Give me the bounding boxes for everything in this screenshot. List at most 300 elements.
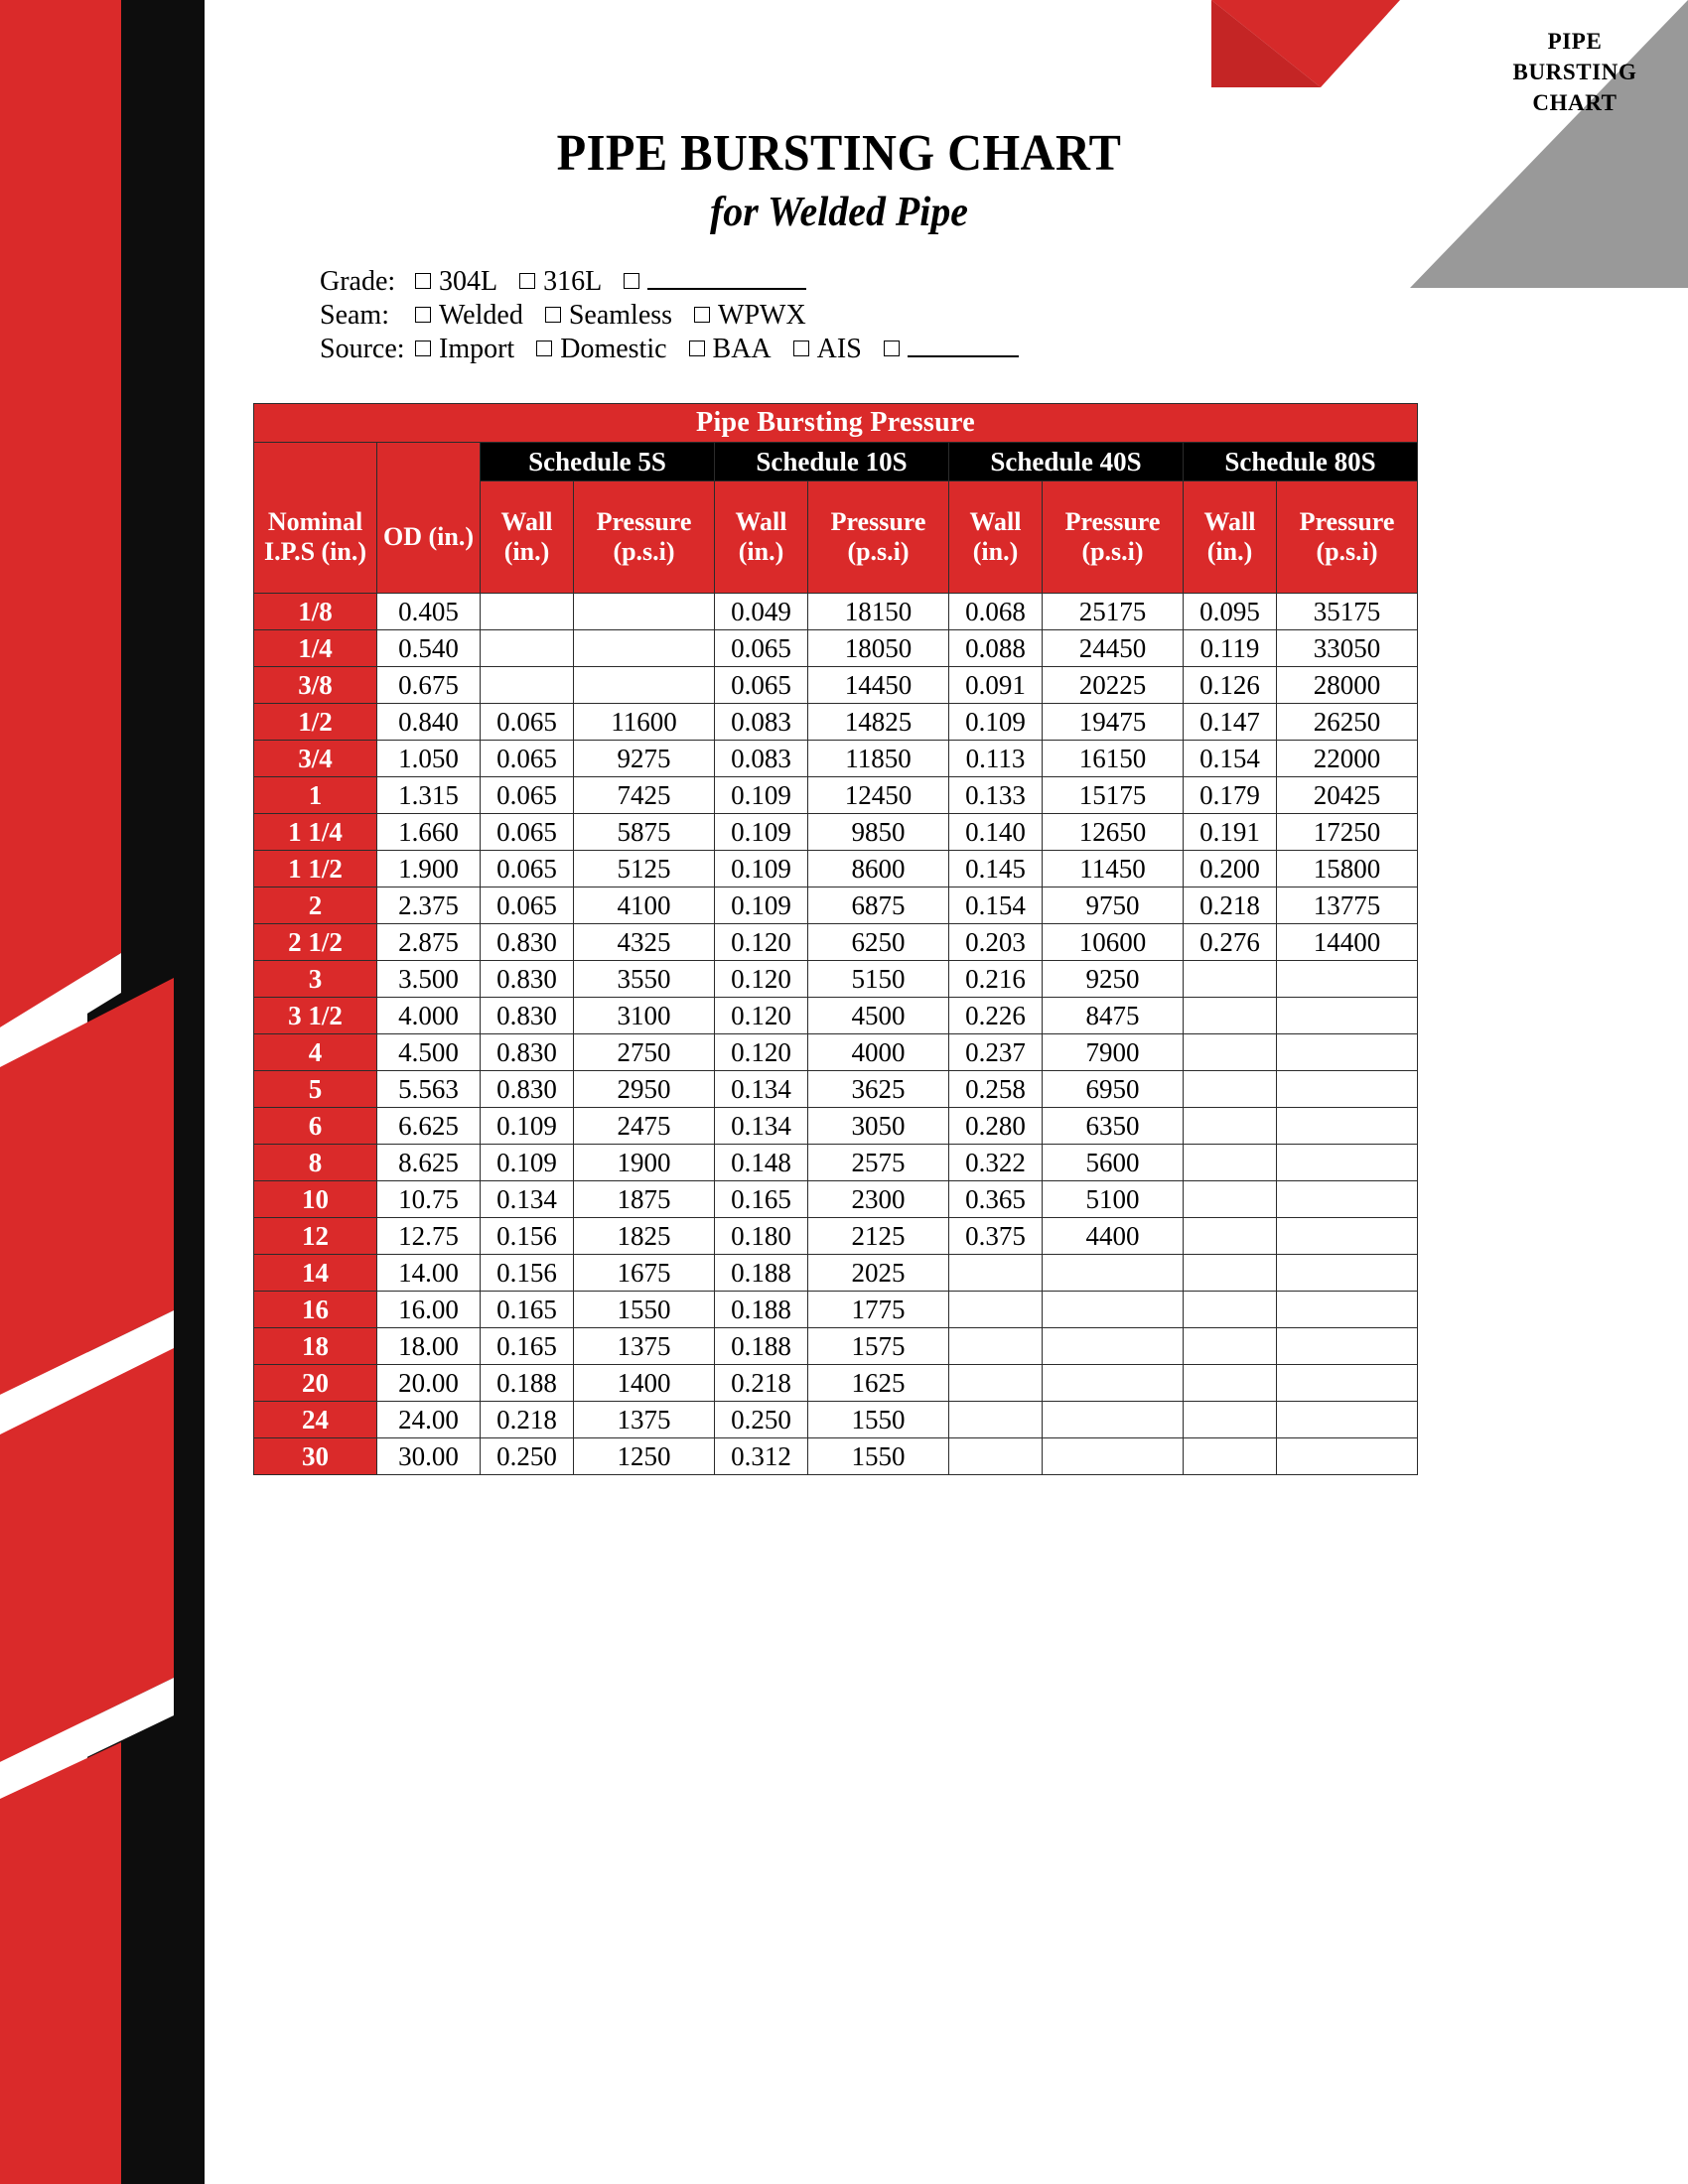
cell-value: 14.00 xyxy=(377,1255,481,1292)
source-option-domestic-label: Domestic xyxy=(560,334,667,364)
cell-value: 0.065 xyxy=(481,851,574,887)
cell-value: 0.148 xyxy=(715,1145,808,1181)
cell-value: 0.145 xyxy=(949,851,1043,887)
cell-value: 0.540 xyxy=(377,630,481,667)
table-row xyxy=(254,1034,1418,1071)
cell-value: 0.083 xyxy=(715,704,808,741)
cell-value: 0.140 xyxy=(949,814,1043,851)
table-row xyxy=(254,1108,1418,1145)
cell-nominal-size: 4 xyxy=(254,1034,377,1071)
cell-value xyxy=(1277,1034,1418,1071)
column-header-pressure-5s-line1: Pressure xyxy=(596,507,692,536)
cell-value: 2.875 xyxy=(377,924,481,961)
seam-option-wpwx-label: WPWX xyxy=(718,300,806,331)
cell-value xyxy=(1184,1071,1277,1108)
cell-value: 2950 xyxy=(574,1071,715,1108)
cell-value: 11600 xyxy=(574,704,715,741)
cell-value xyxy=(1277,1402,1418,1438)
cell-value: 5875 xyxy=(574,814,715,851)
column-header-pressure-80s-line2: (p.s.i) xyxy=(1316,537,1378,566)
cell-value: 0.120 xyxy=(715,998,808,1034)
column-header-pressure-40s xyxy=(1043,481,1184,594)
checkbox-icon[interactable] xyxy=(415,273,431,289)
cell-value: 7900 xyxy=(1043,1034,1184,1071)
cell-value: 0.280 xyxy=(949,1108,1043,1145)
checkbox-icon[interactable] xyxy=(415,341,431,356)
cell-value xyxy=(1277,961,1418,998)
cell-value xyxy=(1043,1438,1184,1475)
table-row xyxy=(254,1438,1418,1475)
checkbox-icon[interactable] xyxy=(536,341,552,356)
cell-nominal-size: 2 xyxy=(254,887,377,924)
cell-value: 10.75 xyxy=(377,1181,481,1218)
cell-value: 4000 xyxy=(808,1034,949,1071)
left-edge-decoration xyxy=(0,0,209,2184)
table-row xyxy=(254,1402,1418,1438)
table-row xyxy=(254,1071,1418,1108)
pipe-bursting-table xyxy=(253,403,1418,1475)
cell-value: 24.00 xyxy=(377,1402,481,1438)
cell-value: 13775 xyxy=(1277,887,1418,924)
cell-nominal-size: 3 xyxy=(254,961,377,998)
cell-value xyxy=(574,630,715,667)
column-header-pressure-10s-line2: (p.s.i) xyxy=(847,537,910,566)
cell-value: 0.188 xyxy=(715,1292,808,1328)
corner-label-line2: BURSTING xyxy=(1512,60,1637,84)
schedule-row-spacer-od xyxy=(377,443,481,481)
cell-value: 0.188 xyxy=(715,1328,808,1365)
cell-value: 1675 xyxy=(574,1255,715,1292)
cell-value: 0.154 xyxy=(949,887,1043,924)
cell-value: 0.109 xyxy=(715,887,808,924)
column-header-pressure-40s-line2: (p.s.i) xyxy=(1081,537,1144,566)
cell-value: 2300 xyxy=(808,1181,949,1218)
checkbox-icon[interactable] xyxy=(694,307,710,323)
column-header-od xyxy=(377,481,481,594)
cell-value: 5150 xyxy=(808,961,949,998)
cell-value: 0.065 xyxy=(481,814,574,851)
column-header-wall-40s-line1: Wall xyxy=(969,507,1022,536)
table-row xyxy=(254,777,1418,814)
cell-value: 3.500 xyxy=(377,961,481,998)
cell-value: 14825 xyxy=(808,704,949,741)
cell-value: 0.113 xyxy=(949,741,1043,777)
table-banner: Pipe Bursting Pressure xyxy=(254,404,1418,443)
cell-value: 24450 xyxy=(1043,630,1184,667)
cell-value: 8600 xyxy=(808,851,949,887)
cell-value xyxy=(1043,1328,1184,1365)
cell-value: 12.75 xyxy=(377,1218,481,1255)
cell-value xyxy=(949,1438,1043,1475)
table-row xyxy=(254,630,1418,667)
cell-value xyxy=(1184,1438,1277,1475)
table-row xyxy=(254,1255,1418,1292)
grade-option-316l-label: 316L xyxy=(543,266,603,297)
cell-value: 0.218 xyxy=(715,1365,808,1402)
cell-value: 1375 xyxy=(574,1402,715,1438)
cell-value: 2475 xyxy=(574,1108,715,1145)
cell-value: 9850 xyxy=(808,814,949,851)
grade-option-316l[interactable] xyxy=(519,266,602,298)
cell-value: 1.660 xyxy=(377,814,481,851)
cell-value: 1575 xyxy=(808,1328,949,1365)
cell-value: 0.365 xyxy=(949,1181,1043,1218)
cell-value xyxy=(574,667,715,704)
cell-nominal-size: 1/8 xyxy=(254,594,377,630)
cell-nominal-size: 6 xyxy=(254,1108,377,1145)
column-header-wall-5s-line1: Wall xyxy=(500,507,553,536)
table-row xyxy=(254,851,1418,887)
cell-value: 0.156 xyxy=(481,1218,574,1255)
cell-value xyxy=(1184,1255,1277,1292)
table-row xyxy=(254,1145,1418,1181)
cell-value: 8.625 xyxy=(377,1145,481,1181)
source-option-import[interactable] xyxy=(415,334,514,365)
cell-value: 0.109 xyxy=(715,777,808,814)
source-option-baa-label: BAA xyxy=(712,334,772,364)
cell-value: 4.500 xyxy=(377,1034,481,1071)
column-header-nominal xyxy=(254,481,377,594)
cell-value: 0.120 xyxy=(715,961,808,998)
cell-value xyxy=(1184,1365,1277,1402)
cell-value: 0.830 xyxy=(481,998,574,1034)
column-header-pressure-80s xyxy=(1277,481,1418,594)
grade-other-blank-line[interactable] xyxy=(647,268,806,290)
cell-value: 5100 xyxy=(1043,1181,1184,1218)
seam-option-welded-label: Welded xyxy=(439,300,523,331)
cell-value xyxy=(574,594,715,630)
cell-value: 0.049 xyxy=(715,594,808,630)
cell-nominal-size: 3/4 xyxy=(254,741,377,777)
column-header-pressure-80s-line1: Pressure xyxy=(1299,507,1395,536)
grade-option-304l[interactable] xyxy=(415,266,497,298)
cell-value xyxy=(1277,1365,1418,1402)
cell-value: 0.091 xyxy=(949,667,1043,704)
checkbox-icon[interactable] xyxy=(793,341,809,356)
cell-value xyxy=(1277,1255,1418,1292)
cell-value: 25175 xyxy=(1043,594,1184,630)
cell-value: 0.065 xyxy=(715,630,808,667)
schedule-header-40s: Schedule 40S xyxy=(949,443,1184,481)
cell-value: 1.315 xyxy=(377,777,481,814)
table-row xyxy=(254,667,1418,704)
checkbox-icon[interactable] xyxy=(689,341,705,356)
cell-value: 5125 xyxy=(574,851,715,887)
cell-value: 0.068 xyxy=(949,594,1043,630)
cell-value: 15175 xyxy=(1043,777,1184,814)
cell-value: 1625 xyxy=(808,1365,949,1402)
source-option-ais[interactable] xyxy=(793,334,862,365)
cell-value: 0.133 xyxy=(949,777,1043,814)
cell-value: 0.165 xyxy=(481,1328,574,1365)
column-header-pressure-40s-line1: Pressure xyxy=(1064,507,1161,536)
cell-nominal-size: 1/2 xyxy=(254,704,377,741)
cell-value xyxy=(1277,1108,1418,1145)
cell-value xyxy=(949,1292,1043,1328)
cell-value: 20425 xyxy=(1277,777,1418,814)
corner-banner-label xyxy=(1476,26,1674,118)
checkbox-icon[interactable] xyxy=(415,307,431,323)
cell-nominal-size: 30 xyxy=(254,1438,377,1475)
decor-red-block-4 xyxy=(0,1742,121,2184)
table-row xyxy=(254,741,1418,777)
corner-label-line1: PIPE xyxy=(1547,29,1603,54)
page-subtitle: for Welded Pipe xyxy=(709,190,969,235)
cell-value: 22000 xyxy=(1277,741,1418,777)
column-header-pressure-10s-line1: Pressure xyxy=(830,507,926,536)
column-header-wall-10s xyxy=(715,481,808,594)
column-header-wall-10s-line2: (in.) xyxy=(738,537,784,566)
cell-value: 9250 xyxy=(1043,961,1184,998)
cell-value: 0.830 xyxy=(481,1034,574,1071)
cell-value: 10600 xyxy=(1043,924,1184,961)
seam-option-seamless[interactable] xyxy=(545,300,672,332)
cell-value: 20.00 xyxy=(377,1365,481,1402)
cell-value xyxy=(949,1328,1043,1365)
cell-value xyxy=(1184,961,1277,998)
cell-value: 0.405 xyxy=(377,594,481,630)
table-row xyxy=(254,594,1418,630)
column-header-wall-80s-line1: Wall xyxy=(1203,507,1256,536)
cell-value: 2.375 xyxy=(377,887,481,924)
cell-value xyxy=(1277,1328,1418,1365)
table-row xyxy=(254,924,1418,961)
cell-nominal-size: 2 1/2 xyxy=(254,924,377,961)
cell-value xyxy=(1184,1328,1277,1365)
cell-value: 0.147 xyxy=(1184,704,1277,741)
cell-nominal-size: 8 xyxy=(254,1145,377,1181)
cell-value: 9750 xyxy=(1043,887,1184,924)
cell-value: 0.218 xyxy=(481,1402,574,1438)
table-row xyxy=(254,998,1418,1034)
checkbox-icon[interactable] xyxy=(519,273,535,289)
cell-value: 0.065 xyxy=(481,777,574,814)
cell-value: 5.563 xyxy=(377,1071,481,1108)
cell-nominal-size: 14 xyxy=(254,1255,377,1292)
column-header-wall-80s xyxy=(1184,481,1277,594)
table-column-header-row xyxy=(254,481,1418,594)
cell-value: 1.900 xyxy=(377,851,481,887)
table-row xyxy=(254,1365,1418,1402)
cell-value xyxy=(1043,1365,1184,1402)
cell-value: 2125 xyxy=(808,1218,949,1255)
cell-value xyxy=(1277,1218,1418,1255)
column-header-nominal-line2: I.P.S (in.) xyxy=(263,536,367,566)
cell-value: 0.126 xyxy=(1184,667,1277,704)
cell-value: 18150 xyxy=(808,594,949,630)
cell-nominal-size: 10 xyxy=(254,1181,377,1218)
cell-value: 0.156 xyxy=(481,1255,574,1292)
cell-value: 0.134 xyxy=(481,1181,574,1218)
cell-value: 16.00 xyxy=(377,1292,481,1328)
checkbox-icon[interactable] xyxy=(884,341,900,356)
cell-value: 3625 xyxy=(808,1071,949,1108)
cell-value: 0.830 xyxy=(481,1071,574,1108)
cell-value: 0.237 xyxy=(949,1034,1043,1071)
cell-value: 4.000 xyxy=(377,998,481,1034)
seam-label: Seam: xyxy=(320,300,389,331)
cell-value: 0.258 xyxy=(949,1071,1043,1108)
table-row xyxy=(254,814,1418,851)
cell-value xyxy=(1277,998,1418,1034)
form-row-source xyxy=(320,334,1041,367)
cell-nominal-size: 1 xyxy=(254,777,377,814)
cell-value xyxy=(1184,1292,1277,1328)
cell-value: 11450 xyxy=(1043,851,1184,887)
cell-value: 0.180 xyxy=(715,1218,808,1255)
form-row-seam xyxy=(320,300,1041,334)
cell-value: 1400 xyxy=(574,1365,715,1402)
column-header-pressure-10s xyxy=(808,481,949,594)
table-row xyxy=(254,1292,1418,1328)
cell-value: 6350 xyxy=(1043,1108,1184,1145)
cell-value: 1875 xyxy=(574,1181,715,1218)
cell-value: 0.830 xyxy=(481,924,574,961)
cell-value xyxy=(481,594,574,630)
cell-value: 18.00 xyxy=(377,1328,481,1365)
column-header-wall-10s-line1: Wall xyxy=(735,507,787,536)
cell-value: 18050 xyxy=(808,630,949,667)
cell-value xyxy=(949,1365,1043,1402)
cell-value: 0.312 xyxy=(715,1438,808,1475)
checkbox-icon[interactable] xyxy=(624,273,639,289)
cell-value: 0.095 xyxy=(1184,594,1277,630)
cell-value xyxy=(1184,1181,1277,1218)
seam-option-wpwx[interactable] xyxy=(694,300,806,332)
cell-value: 6875 xyxy=(808,887,949,924)
cell-value: 0.830 xyxy=(481,961,574,998)
cell-nominal-size: 24 xyxy=(254,1402,377,1438)
table-body xyxy=(254,594,1418,1475)
column-header-wall-80s-line2: (in.) xyxy=(1206,537,1253,566)
source-option-ais-label: AIS xyxy=(816,334,862,364)
cell-value: 2025 xyxy=(808,1255,949,1292)
cell-value: 17250 xyxy=(1277,814,1418,851)
cell-value xyxy=(1184,1108,1277,1145)
cell-value: 0.109 xyxy=(949,704,1043,741)
cell-nominal-size: 3 1/2 xyxy=(254,998,377,1034)
seam-option-welded[interactable] xyxy=(415,300,523,332)
column-header-od-line1: OD (in.) xyxy=(383,521,474,551)
table-schedule-row xyxy=(254,443,1418,481)
cell-value: 26250 xyxy=(1277,704,1418,741)
cell-value xyxy=(481,667,574,704)
column-header-wall-40s xyxy=(949,481,1043,594)
cell-value: 4325 xyxy=(574,924,715,961)
cell-value: 0.065 xyxy=(481,887,574,924)
cell-value xyxy=(1184,1218,1277,1255)
cell-value: 6.625 xyxy=(377,1108,481,1145)
table-row xyxy=(254,704,1418,741)
cell-value: 0.375 xyxy=(949,1218,1043,1255)
column-header-wall-5s xyxy=(481,481,574,594)
cell-nominal-size: 20 xyxy=(254,1365,377,1402)
cell-nominal-size: 12 xyxy=(254,1218,377,1255)
cell-nominal-size: 3/8 xyxy=(254,667,377,704)
grade-option-other[interactable] xyxy=(624,268,806,290)
grade-label: Grade: xyxy=(320,266,396,297)
table-row xyxy=(254,1218,1418,1255)
cell-value: 0.188 xyxy=(481,1365,574,1402)
cell-value xyxy=(1043,1255,1184,1292)
cell-value: 1.050 xyxy=(377,741,481,777)
cell-value: 0.065 xyxy=(481,741,574,777)
cell-value: 0.154 xyxy=(1184,741,1277,777)
cell-value: 6950 xyxy=(1043,1071,1184,1108)
cell-value xyxy=(949,1402,1043,1438)
source-label: Source: xyxy=(320,334,405,364)
cell-value: 0.250 xyxy=(481,1438,574,1475)
cell-value: 0.276 xyxy=(1184,924,1277,961)
column-header-pressure-5s xyxy=(574,481,715,594)
cell-value: 5600 xyxy=(1043,1145,1184,1181)
cell-value: 0.134 xyxy=(715,1071,808,1108)
title-block xyxy=(209,125,1470,238)
cell-value: 1775 xyxy=(808,1292,949,1328)
form-row-grade xyxy=(320,266,1041,300)
seam-option-seamless-label: Seamless xyxy=(568,300,673,331)
cell-value: 2750 xyxy=(574,1034,715,1071)
cell-value: 0.216 xyxy=(949,961,1043,998)
cell-value: 1375 xyxy=(574,1328,715,1365)
source-option-baa[interactable] xyxy=(689,334,772,365)
table-row xyxy=(254,887,1418,924)
cell-value xyxy=(481,630,574,667)
grade-option-304l-label: 304L xyxy=(439,266,498,297)
source-option-domestic[interactable] xyxy=(536,334,666,365)
schedule-header-80s: Schedule 80S xyxy=(1184,443,1418,481)
cell-value xyxy=(949,1255,1043,1292)
cell-value: 0.226 xyxy=(949,998,1043,1034)
cell-value: 0.109 xyxy=(481,1145,574,1181)
cell-value xyxy=(1043,1292,1184,1328)
cell-value xyxy=(1184,1034,1277,1071)
cell-value: 0.119 xyxy=(1184,630,1277,667)
cell-value: 0.109 xyxy=(715,851,808,887)
cell-value: 0.179 xyxy=(1184,777,1277,814)
page-title: PIPE BURSTING CHART xyxy=(556,125,1122,182)
cell-value: 0.065 xyxy=(481,704,574,741)
cell-value: 4400 xyxy=(1043,1218,1184,1255)
corner-label-line3: CHART xyxy=(1532,90,1618,115)
cell-value: 33050 xyxy=(1277,630,1418,667)
cell-value: 0.191 xyxy=(1184,814,1277,851)
cell-nominal-size: 1 1/4 xyxy=(254,814,377,851)
cell-value: 4500 xyxy=(808,998,949,1034)
cell-value: 1825 xyxy=(574,1218,715,1255)
column-header-nominal-line1: Nominal xyxy=(267,506,363,536)
checkbox-icon[interactable] xyxy=(545,307,561,323)
table-row xyxy=(254,1181,1418,1218)
table-row xyxy=(254,1328,1418,1365)
cell-nominal-size: 5 xyxy=(254,1071,377,1108)
cell-nominal-size: 18 xyxy=(254,1328,377,1365)
source-other-blank-line[interactable] xyxy=(908,336,1019,357)
cell-value: 20225 xyxy=(1043,667,1184,704)
cell-value: 0.165 xyxy=(715,1181,808,1218)
cell-value xyxy=(1277,1181,1418,1218)
source-option-other[interactable] xyxy=(884,336,1019,357)
cell-value xyxy=(1277,1071,1418,1108)
table-banner-row xyxy=(254,404,1418,443)
cell-value: 9275 xyxy=(574,741,715,777)
schedule-header-5s: Schedule 5S xyxy=(481,443,715,481)
cell-value: 0.840 xyxy=(377,704,481,741)
cell-value: 30.00 xyxy=(377,1438,481,1475)
cell-nominal-size: 16 xyxy=(254,1292,377,1328)
cell-value: 0.109 xyxy=(715,814,808,851)
column-header-wall-5s-line2: (in.) xyxy=(503,537,550,566)
